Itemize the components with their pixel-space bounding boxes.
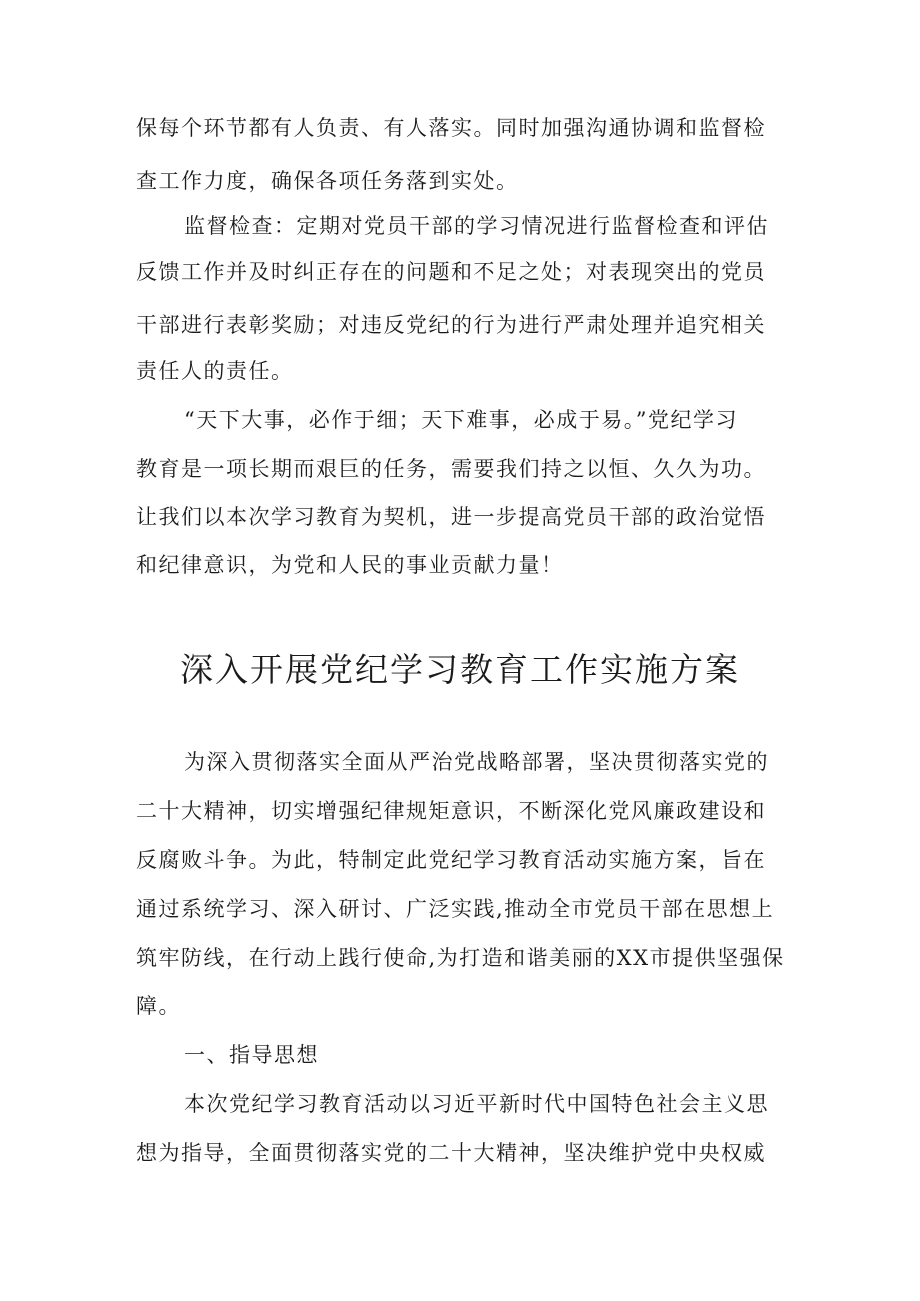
text-line: 想为指导，全面贯彻落实党的二十大精神，坚决维护党中央权威: [136, 1141, 766, 1165]
text-line: 查工作力度，确保各项任务落到实处。: [136, 169, 519, 193]
text-line: 责任人的责任。: [136, 359, 294, 383]
text-line: 教育是一项长期而艰巨的任务，需要我们持之以恒、久久为功。: [136, 457, 766, 481]
text-line: 让我们以本次学习教育为契机，进一步提高党员干部的政治觉悟: [136, 505, 766, 529]
text-line: 反馈工作并及时纠正存在的问题和不足之处；对表现突出的党员: [136, 260, 766, 284]
text-line: 障。: [136, 994, 181, 1018]
text-line: 为深入贯彻落实全面从严治党战略部署，坚决贯彻落实党的: [184, 750, 769, 774]
text-line: 和纪律意识，为党和人民的事业贡献力量！: [136, 553, 564, 577]
text-line: 二十大精神，切实增强纪律规矩意识，不断深化党风廉政建设和: [136, 799, 766, 823]
text-line: 通过系统学习、深入研讨、广泛实践,推动全市党员干部在思想上: [136, 897, 775, 921]
text-line: “天下大事，必作于细；天下难事，必成于易。”党纪学习: [184, 408, 738, 432]
text-line: 监督检查：定期对党员干部的学习情况进行监督检查和评估: [184, 214, 769, 238]
text-line: 筑牢防线，在行动上践行使命,为打造和谐美丽的XX市提供坚强保: [136, 946, 785, 970]
section-heading: 一、指导思想: [184, 1043, 319, 1067]
text-line: 本次党纪学习教育活动以习近平新时代中国特色社会主义思: [184, 1092, 769, 1116]
text-line: 反腐败斗争。为此，特制定此党纪学习教育活动实施方案，旨在: [136, 848, 766, 872]
text-line: 干部进行表彰奖励；对违反党纪的行为进行严肃处理并追究相关: [136, 313, 766, 337]
document-title: 深入开展党纪学习教育工作实施方案: [180, 650, 740, 689]
text-line: 保每个环节都有人负责、有人落实。同时加强沟通协调和监督检: [136, 116, 766, 140]
